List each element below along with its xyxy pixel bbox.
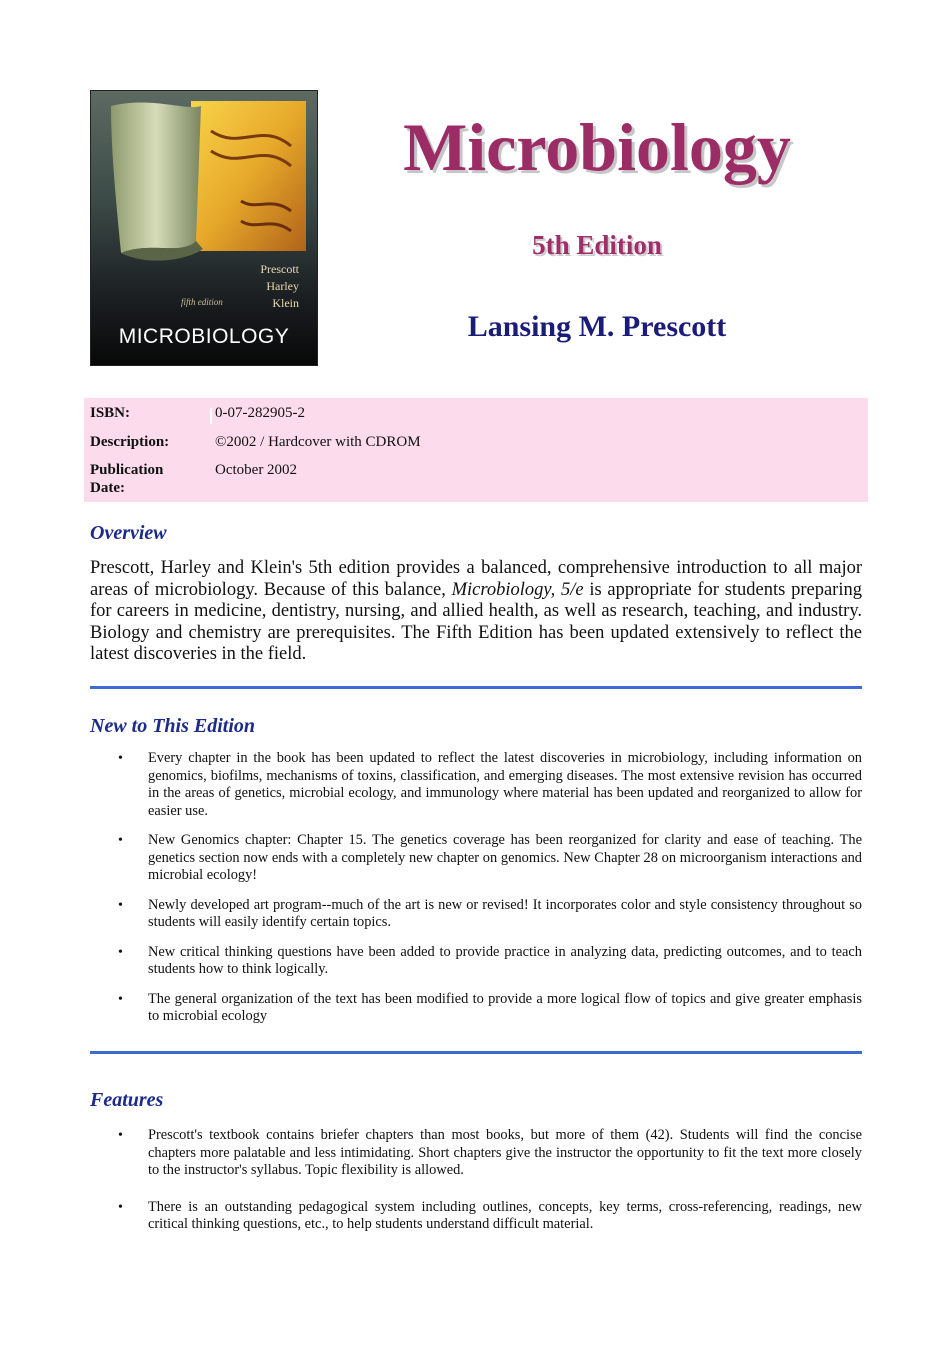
- bullet-icon: •: [118, 751, 123, 766]
- publication-date-label: [90, 461, 200, 497]
- features-list: [90, 1127, 862, 1234]
- cover-title: MICROBIOLOGY: [118, 325, 290, 348]
- bullet-icon: •: [118, 1128, 123, 1143]
- bullet-icon: •: [118, 944, 123, 960]
- new-edition-heading: New to This Edition: [90, 715, 256, 737]
- description-value: ©2002 / Hardcover with CDROM: [215, 434, 421, 450]
- list-item-text: New Genomics chapter: Chapter 15. The genetics coverage has been reorganized for clarity and ease of teaching. The genetics section now ends with a completely new chapter on genomics. New Chapter 28 on microorganism interactions and microbial ecology!: [148, 832, 862, 883]
- list-item-text: There is an outstanding pedagogical system including outlines, concepts, key terms, cross-referencing, readings, new critical thinking questions, etc., to help students understand difficult material.: [148, 1198, 862, 1232]
- list-item-text: The general organization of the text has been modified to provide a more logical flow of topics and give greater emphasis to microbial ecology: [148, 990, 862, 1024]
- cover-author-name: Harley: [266, 279, 299, 293]
- isbn-value: 0-07-282905-2: [215, 405, 305, 421]
- list-item: [90, 991, 862, 1026]
- book-edition: 5th Edition: [532, 230, 662, 260]
- isbn-label: ISBN:: [90, 405, 131, 421]
- list-item: [90, 1199, 862, 1234]
- overview-text-part: Prescott, Harley and Klein's 5th edition provides a balanced, comprehensive introduction to all major areas of microbiology. Because of this balance,: [90, 558, 862, 600]
- bullet-icon: •: [118, 897, 123, 913]
- publication-date-label-line: Publication: [90, 462, 164, 478]
- book-title: Microbiology: [403, 109, 791, 185]
- bullet-icon: •: [118, 1199, 123, 1215]
- cover-author-name: Klein: [272, 296, 299, 310]
- overview-book-title: Microbiology, 5/e: [451, 579, 584, 600]
- features-heading: Features: [90, 1089, 164, 1111]
- list-item-text: Every chapter in the book has been updated to reflect the latest discoveries in microbiology, including information on genomics, biofilms, mechanisms of toxins, classification, and emerging diseases. The most extensive revision has occurred in the areas of genetics, microbial ecology, and immunology where material has been updated and reorganized to allow for easier use.: [148, 750, 862, 819]
- cell-divider: [210, 408, 212, 424]
- list-item: [90, 832, 862, 885]
- book-cover-image: [90, 90, 318, 366]
- list-item: [90, 897, 862, 932]
- book-author: Lansing M. Prescott: [467, 310, 727, 343]
- list-item-text: New critical thinking questions have been added to provide practice in analyzing data, predicting outcomes, and to teach students how to think logically.: [148, 943, 862, 977]
- description-label: Description:: [90, 434, 170, 450]
- overview-heading: Overview: [90, 522, 167, 544]
- cover-authors: [260, 261, 299, 312]
- new-edition-list: [90, 750, 862, 1026]
- section-divider: [90, 1051, 862, 1054]
- publication-date-value: October 2002: [215, 462, 298, 478]
- overview-paragraph: [90, 558, 862, 666]
- publication-date-label-line: Date:: [90, 480, 125, 496]
- list-item-text: Prescott's textbook contains briefer chapters than most books, but more of them (42). Students will find the concise chapters more palatable and less intimidating. Short chapters give the instructor the opportunity to fit the text more closely to the instructor's syllabus. Topic flexibility is allowed.: [148, 1127, 862, 1178]
- list-item-text: Newly developed art program--much of the art is new or revised! It incorporates color and style consistency throughout so students will easily identify certain topics.: [148, 896, 862, 930]
- book-info-table: [84, 398, 868, 502]
- list-item: [90, 750, 862, 820]
- bullet-icon: •: [118, 991, 123, 1007]
- overview-text-part: is appropriate for students preparing for careers in medicine, dentistry, nursing, and allied health, as well as research, teaching, and industry. Biology and chemistry are prerequisites. The Fifth Edition has been updated extensively to reflect the latest discoveries in the field.: [90, 579, 862, 664]
- bullet-icon: •: [118, 833, 123, 848]
- list-item: [90, 944, 862, 979]
- cover-author-name: Prescott: [260, 262, 299, 276]
- section-divider: [90, 686, 862, 689]
- cover-edition: fifth edition: [181, 297, 223, 307]
- list-item: [90, 1127, 862, 1180]
